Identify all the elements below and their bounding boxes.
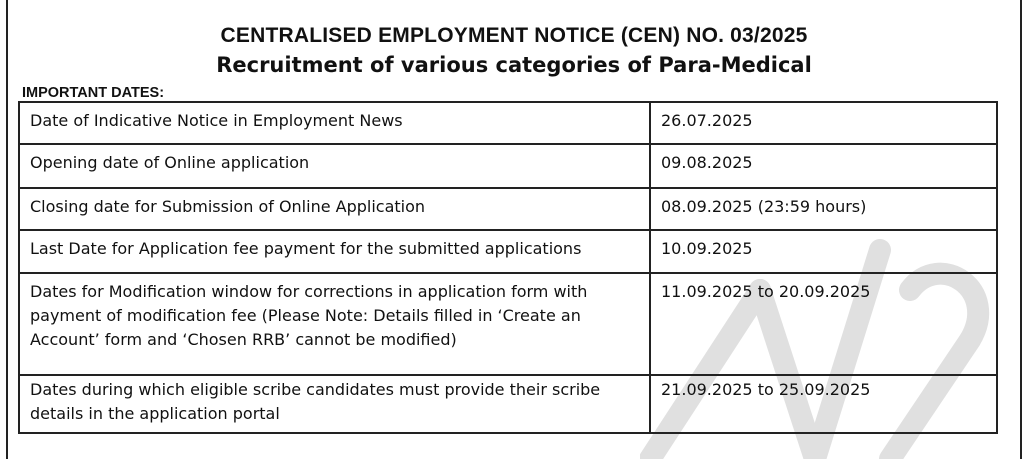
table-row [19, 144, 997, 188]
notice-title: CENTRALISED EMPLOYMENT NOTICE (CEN) NO. 03/2025 [220, 24, 808, 47]
table-row [19, 188, 997, 230]
date-cell: 08.09.2025 (23:59 hours) [650, 188, 997, 230]
table-row [19, 375, 997, 433]
section-label: IMPORTANT DATES: [22, 85, 165, 101]
table-row [19, 273, 997, 375]
notice-subtitle: Recruitment of various categories of Para-Medical [216, 53, 812, 77]
table-row [19, 102, 997, 144]
event-cell: Opening date of Online application [19, 144, 650, 188]
event-cell: Dates for Modification window for corrections in application form with payment of modification fee (Please Note: Details filled in ‘Create an Account’ form and ‘Chosen RRB’ cannot be modified) [19, 273, 650, 375]
table-row [19, 230, 997, 273]
event-cell: Dates during which eligible scribe candidates must provide their scribe details in the application portal [19, 375, 650, 433]
event-cell: Closing date for Submission of Online Application [19, 188, 650, 230]
event-cell: Date of Indicative Notice in Employment News [19, 102, 650, 144]
date-cell: 09.08.2025 [650, 144, 997, 188]
important-dates-table [18, 101, 998, 434]
event-cell: Last Date for Application fee payment for the submitted applications [19, 230, 650, 273]
date-cell: 26.07.2025 [650, 102, 997, 144]
date-cell: 10.09.2025 [650, 230, 997, 273]
date-cell: 11.09.2025 to 20.09.2025 [650, 273, 997, 375]
date-cell: 21.09.2025 to 25.09.2025 [650, 375, 997, 433]
